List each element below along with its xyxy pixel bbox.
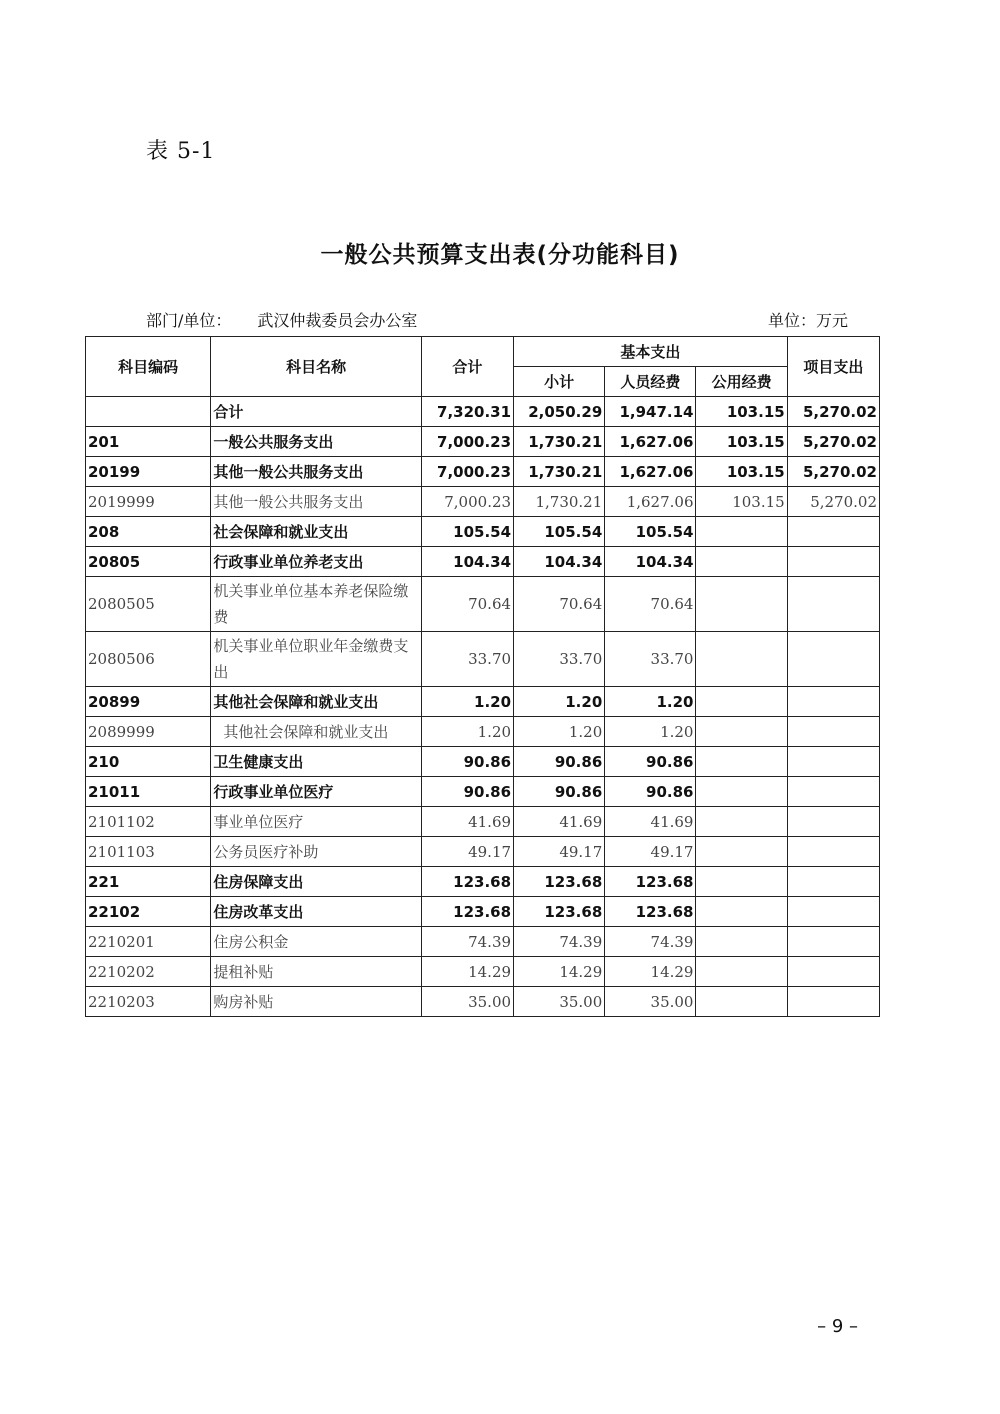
- cell-subtotal: 123.68: [514, 897, 605, 927]
- table-body: [86, 397, 880, 1017]
- header-basic: 基本支出: [514, 337, 788, 367]
- table-row: [86, 897, 880, 927]
- cell-public: [696, 897, 787, 927]
- cell-subtotal: 90.86: [514, 777, 605, 807]
- cell-name: 行政事业单位医疗: [211, 777, 422, 807]
- cell-code: 22102: [86, 897, 211, 927]
- cell-code: 2101102: [86, 807, 211, 837]
- table-row: [86, 717, 880, 747]
- cell-total: 70.64: [421, 577, 513, 632]
- cell-total: 49.17: [421, 837, 513, 867]
- department-value: 武汉仲裁委员会办公室: [257, 311, 418, 330]
- header-total: 合计: [421, 337, 513, 397]
- cell-project: [787, 747, 879, 777]
- table-row: [86, 957, 880, 987]
- cell-total: 41.69: [421, 807, 513, 837]
- cell-public: 103.15: [696, 397, 787, 427]
- cell-total: 7,000.23: [421, 487, 513, 517]
- table-row: [86, 777, 880, 807]
- cell-total: 105.54: [421, 517, 513, 547]
- cell-project: [787, 547, 879, 577]
- cell-name: 机关事业单位基本养老保险缴费: [211, 577, 422, 632]
- cell-personnel: 49.17: [605, 837, 696, 867]
- cell-personnel: 90.86: [605, 777, 696, 807]
- cell-total: 7,320.31: [421, 397, 513, 427]
- header-personnel: 人员经费: [605, 367, 696, 397]
- cell-total: 90.86: [421, 747, 513, 777]
- cell-public: [696, 807, 787, 837]
- table-row: [86, 577, 880, 632]
- table-row: [86, 807, 880, 837]
- cell-public: [696, 717, 787, 747]
- cell-public: [696, 987, 787, 1017]
- cell-personnel: 33.70: [605, 632, 696, 687]
- cell-subtotal: 49.17: [514, 837, 605, 867]
- cell-project: [787, 632, 879, 687]
- cell-project: [787, 867, 879, 897]
- cell-public: [696, 632, 787, 687]
- cell-code: 2210201: [86, 927, 211, 957]
- cell-project: 5,270.02: [787, 457, 879, 487]
- cell-code: 20899: [86, 687, 211, 717]
- cell-project: [787, 807, 879, 837]
- cell-project: [787, 687, 879, 717]
- cell-public: [696, 577, 787, 632]
- page-number: – 9 –: [817, 1316, 858, 1337]
- table-row: [86, 687, 880, 717]
- document-title: 一般公共预算支出表(分功能科目): [320, 242, 680, 268]
- cell-total: 104.34: [421, 547, 513, 577]
- cell-subtotal: 70.64: [514, 577, 605, 632]
- table-row: [86, 867, 880, 897]
- cell-name: 其他一般公共服务支出: [211, 457, 422, 487]
- cell-code: 2210202: [86, 957, 211, 987]
- cell-total: 33.70: [421, 632, 513, 687]
- cell-total: 1.20: [421, 687, 513, 717]
- cell-name: 卫生健康支出: [211, 747, 422, 777]
- table-row: [86, 487, 880, 517]
- cell-name: 住房改革支出: [211, 897, 422, 927]
- department-label: 部门/单位：: [146, 311, 232, 330]
- cell-name: 社会保障和就业支出: [211, 517, 422, 547]
- cell-total: 123.68: [421, 867, 513, 897]
- cell-personnel: 123.68: [605, 867, 696, 897]
- cell-subtotal: 1,730.21: [514, 487, 605, 517]
- cell-code: 21011: [86, 777, 211, 807]
- cell-total: 7,000.23: [421, 427, 513, 457]
- cell-code: [86, 397, 211, 427]
- cell-name: 一般公共服务支出: [211, 427, 422, 457]
- cell-public: [696, 957, 787, 987]
- cell-public: [696, 687, 787, 717]
- cell-code: 2080505: [86, 577, 211, 632]
- cell-code: 2019999: [86, 487, 211, 517]
- header-public: 公用经费: [696, 367, 787, 397]
- table-row: [86, 427, 880, 457]
- cell-personnel: 1.20: [605, 717, 696, 747]
- cell-name: 其他一般公共服务支出: [211, 487, 422, 517]
- cell-project: 5,270.02: [787, 397, 879, 427]
- cell-project: [787, 897, 879, 927]
- cell-name: 事业单位医疗: [211, 807, 422, 837]
- cell-project: [787, 837, 879, 867]
- table-row: [86, 517, 880, 547]
- cell-personnel: 74.39: [605, 927, 696, 957]
- cell-subtotal: 35.00: [514, 987, 605, 1017]
- unit-label: 单位：万元: [767, 311, 848, 330]
- cell-code: 20805: [86, 547, 211, 577]
- cell-code: 221: [86, 867, 211, 897]
- cell-name: 其他社会保障和就业支出: [211, 687, 422, 717]
- cell-project: 5,270.02: [787, 427, 879, 457]
- cell-subtotal: 2,050.29: [514, 397, 605, 427]
- cell-personnel: 14.29: [605, 957, 696, 987]
- cell-code: 210: [86, 747, 211, 777]
- cell-name: 公务员医疗补助: [211, 837, 422, 867]
- cell-personnel: 1,627.06: [605, 427, 696, 457]
- cell-subtotal: 123.68: [514, 867, 605, 897]
- cell-public: [696, 837, 787, 867]
- table-label: 表 5-1: [146, 139, 216, 164]
- cell-name: 住房公积金: [211, 927, 422, 957]
- header-code: 科目编码: [86, 337, 211, 397]
- cell-name: 提租补贴: [211, 957, 422, 987]
- cell-total: 74.39: [421, 927, 513, 957]
- cell-subtotal: 1.20: [514, 687, 605, 717]
- table-row: [86, 747, 880, 777]
- cell-total: 1.20: [421, 717, 513, 747]
- cell-code: 20199: [86, 457, 211, 487]
- cell-public: [696, 517, 787, 547]
- cell-public: [696, 747, 787, 777]
- cell-project: [787, 717, 879, 747]
- cell-personnel: 105.54: [605, 517, 696, 547]
- cell-code: 2080506: [86, 632, 211, 687]
- cell-personnel: 35.00: [605, 987, 696, 1017]
- table-header: [86, 337, 880, 397]
- header-name: 科目名称: [211, 337, 422, 397]
- cell-subtotal: 90.86: [514, 747, 605, 777]
- cell-project: [787, 777, 879, 807]
- cell-code: 2101103: [86, 837, 211, 867]
- cell-personnel: 41.69: [605, 807, 696, 837]
- cell-public: [696, 777, 787, 807]
- cell-name: 行政事业单位养老支出: [211, 547, 422, 577]
- table-row: [86, 837, 880, 867]
- cell-public: 103.15: [696, 457, 787, 487]
- table-row: [86, 397, 880, 427]
- cell-subtotal: 1.20: [514, 717, 605, 747]
- cell-personnel: 1,627.06: [605, 457, 696, 487]
- cell-project: [787, 987, 879, 1017]
- cell-personnel: 1.20: [605, 687, 696, 717]
- cell-name: 住房保障支出: [211, 867, 422, 897]
- cell-code: 2210203: [86, 987, 211, 1017]
- cell-public: [696, 927, 787, 957]
- cell-personnel: 90.86: [605, 747, 696, 777]
- cell-subtotal: 33.70: [514, 632, 605, 687]
- table-row: [86, 547, 880, 577]
- cell-project: [787, 517, 879, 547]
- cell-public: 103.15: [696, 487, 787, 517]
- cell-subtotal: 1,730.21: [514, 427, 605, 457]
- cell-name: 其他社会保障和就业支出: [211, 717, 422, 747]
- cell-personnel: 104.34: [605, 547, 696, 577]
- cell-total: 90.86: [421, 777, 513, 807]
- cell-subtotal: 1,730.21: [514, 457, 605, 487]
- department-line: [146, 308, 417, 331]
- cell-project: 5,270.02: [787, 487, 879, 517]
- cell-public: 103.15: [696, 427, 787, 457]
- table-row: [86, 632, 880, 687]
- table-row: [86, 927, 880, 957]
- cell-subtotal: 14.29: [514, 957, 605, 987]
- cell-total: 14.29: [421, 957, 513, 987]
- budget-table: [85, 336, 880, 1017]
- cell-subtotal: 105.54: [514, 517, 605, 547]
- header-project: 项目支出: [787, 337, 879, 397]
- cell-project: [787, 577, 879, 632]
- cell-project: [787, 957, 879, 987]
- table-row: [86, 457, 880, 487]
- cell-subtotal: 41.69: [514, 807, 605, 837]
- cell-name: 机关事业单位职业年金缴费支出: [211, 632, 422, 687]
- cell-personnel: 70.64: [605, 577, 696, 632]
- cell-public: [696, 547, 787, 577]
- cell-personnel: 1,947.14: [605, 397, 696, 427]
- cell-personnel: 1,627.06: [605, 487, 696, 517]
- cell-total: 123.68: [421, 897, 513, 927]
- cell-public: [696, 867, 787, 897]
- cell-name: 合计: [211, 397, 422, 427]
- cell-code: 2089999: [86, 717, 211, 747]
- cell-personnel: 123.68: [605, 897, 696, 927]
- cell-subtotal: 104.34: [514, 547, 605, 577]
- cell-code: 208: [86, 517, 211, 547]
- cell-code: 201: [86, 427, 211, 457]
- cell-name: 购房补贴: [211, 987, 422, 1017]
- cell-project: [787, 927, 879, 957]
- cell-total: 35.00: [421, 987, 513, 1017]
- cell-total: 7,000.23: [421, 457, 513, 487]
- cell-subtotal: 74.39: [514, 927, 605, 957]
- table-row: [86, 987, 880, 1017]
- header-subtotal: 小计: [514, 367, 605, 397]
